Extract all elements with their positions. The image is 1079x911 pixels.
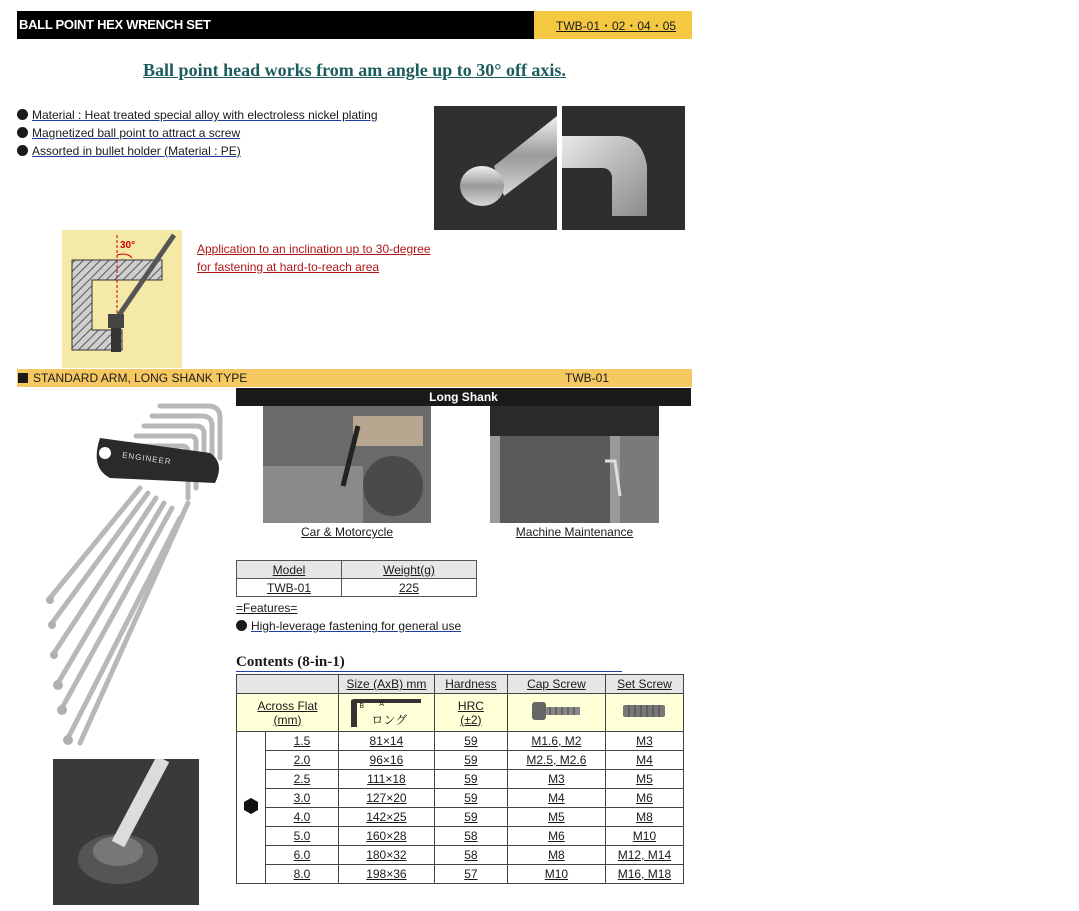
size-value: 160×28 (338, 827, 434, 846)
model-codes-box (534, 11, 692, 39)
across-flat-value: 2.5 (266, 770, 339, 789)
hardness-value: 58 (434, 846, 507, 865)
cap-screw-value: M4 (507, 789, 605, 808)
socket-closeup-photo (53, 759, 199, 905)
size-value: 198×36 (338, 865, 434, 884)
angle-label: 30° (120, 240, 136, 251)
hex-icon (242, 797, 260, 815)
set-screw-value: M12, M14 (605, 846, 683, 865)
set-screw-value: M16, M18 (605, 865, 683, 884)
headline: Ball point head works from am angle up to 30° off axis. (143, 60, 566, 80)
size-value: 81×14 (338, 732, 434, 751)
cap-screw-icon-cell (507, 694, 605, 732)
hardness-value: 59 (434, 808, 507, 827)
section-code: TWB-01 (565, 371, 610, 385)
contents-title: Contents (8-in-1) (236, 654, 622, 672)
across-flat-value: 8.0 (266, 865, 339, 884)
hardness-subheader: HRC (±2) (434, 694, 507, 732)
weight-value: 225 (342, 579, 477, 597)
bullet-icon (17, 127, 28, 138)
feature-item[interactable]: Assorted in bullet holder (Material : PE) (17, 144, 241, 158)
spec-header-cap: Cap Screw (507, 675, 605, 694)
cap-screw-value: M5 (507, 808, 605, 827)
ball-tip-photo (434, 106, 557, 230)
set-screw-value: M4 (605, 751, 683, 770)
model-value: TWB-01 (237, 579, 342, 597)
spec-header-hardness: Hardness (434, 675, 507, 694)
long-shank-header: Long Shank (236, 388, 691, 406)
cap-screw-icon (526, 699, 586, 723)
bend-photo (562, 106, 685, 230)
weight-header: Weight(g) (342, 561, 477, 579)
page-title: BALL POINT HEX WRENCH SET (19, 17, 211, 32)
across-flat-header: Across Flat (mm) (237, 694, 339, 732)
set-screw-value: M10 (605, 827, 683, 846)
brand-label: ENGINEER (121, 450, 173, 467)
size-value: 111×18 (338, 770, 434, 789)
wrench-set-image (40, 398, 230, 753)
size-value: 142×25 (338, 808, 434, 827)
set-screw-icon-cell (605, 694, 683, 732)
square-bullet-icon (18, 373, 28, 383)
across-flat-value: 1.5 (266, 732, 339, 751)
bullet-icon (236, 620, 247, 631)
across-flat-value: 4.0 (266, 808, 339, 827)
machine-maintenance-photo (490, 406, 659, 523)
size-value: 96×16 (338, 751, 434, 770)
features-title: =Features= (236, 601, 298, 615)
set-screw-value: M8 (605, 808, 683, 827)
across-flat-value: 6.0 (266, 846, 339, 865)
size-diagram-cell (338, 694, 434, 732)
across-flat-value: 5.0 (266, 827, 339, 846)
bullet-icon (17, 109, 28, 120)
cap-screw-value: M6 (507, 827, 605, 846)
cap-screw-value: M8 (507, 846, 605, 865)
spec-header-blank (237, 675, 339, 694)
hardness-value: 57 (434, 865, 507, 884)
size-value: 180×32 (338, 846, 434, 865)
caption-car-motorcycle[interactable]: Car & Motorcycle (300, 525, 394, 539)
caption-machine-maintenance[interactable]: Machine Maintenance (515, 525, 634, 539)
hardness-value: 59 (434, 751, 507, 770)
spec-header-size: Size (AxB) mm (338, 675, 434, 694)
set-screw-value: M6 (605, 789, 683, 808)
across-flat-value: 2.0 (266, 751, 339, 770)
hardness-value: 58 (434, 827, 507, 846)
car-motorcycle-photo (263, 406, 431, 523)
hardness-value: 59 (434, 789, 507, 808)
cap-screw-value: M10 (507, 865, 605, 884)
set-screw-value: M5 (605, 770, 683, 789)
size-value: 127×20 (338, 789, 434, 808)
bullet-icon (17, 145, 28, 156)
hex-icon-cell (237, 732, 266, 884)
set-screw-icon (619, 699, 669, 723)
application-text-2[interactable]: for fastening at hard-to-reach area (197, 260, 380, 274)
model-codes-link[interactable]: TWB-01・02・04・05 (556, 19, 677, 33)
feature-leverage[interactable]: High-leverage fastening for general use (236, 619, 461, 633)
cap-screw-value: M1.6, M2 (507, 732, 605, 751)
wrench-size-icon: B A ロング (349, 697, 423, 729)
cap-screw-value: M2.5, M2.6 (507, 751, 605, 770)
hardness-value: 59 (434, 732, 507, 751)
application-text-1[interactable]: Application to an inclination up to 30-degree (197, 242, 431, 256)
section-label: STANDARD ARM, LONG SHANK TYPE (18, 371, 247, 385)
model-weight-table (236, 560, 477, 597)
hardness-value: 59 (434, 770, 507, 789)
set-screw-value: M3 (605, 732, 683, 751)
feature-item[interactable]: Material : Heat treated special alloy with electroless nickel plating (17, 108, 378, 122)
spec-header-set: Set Screw (605, 675, 683, 694)
inclination-diagram (62, 230, 182, 368)
cap-screw-value: M3 (507, 770, 605, 789)
model-header: Model (237, 561, 342, 579)
across-flat-value: 3.0 (266, 789, 339, 808)
feature-item[interactable]: Magnetized ball point to attract a screw (17, 126, 240, 140)
spec-table (236, 674, 684, 884)
